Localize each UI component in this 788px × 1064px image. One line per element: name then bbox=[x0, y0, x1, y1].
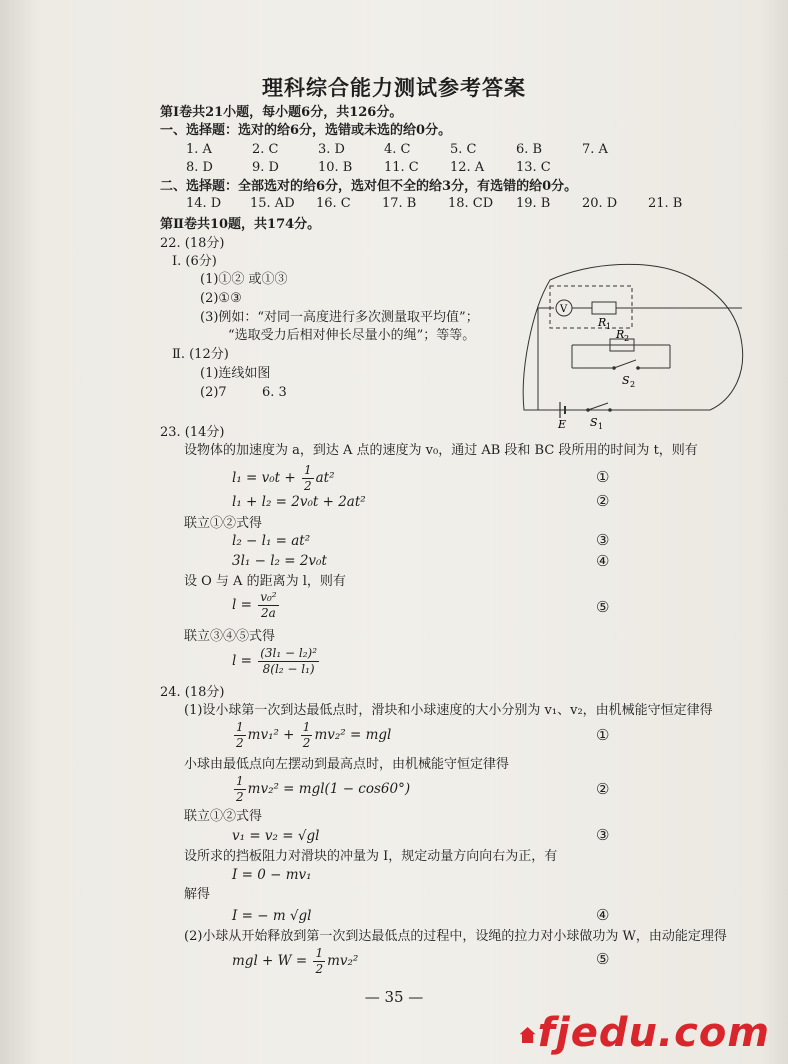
answer-1: 1. A bbox=[186, 142, 212, 157]
q24-text3: 设所求的挡板阻力对滑块的冲量为 I，规定动量方向向右为正，有 bbox=[184, 849, 558, 864]
q23-eq1: l₁ = v₀t + $\frac{1}{2}$ at² bbox=[232, 463, 335, 493]
q22-answer3b: “选取受力后相对伸长尽量小的绳”；等等。 bbox=[228, 328, 476, 343]
q23-eq4: 3l₁ − l₂ = 2v₀t bbox=[232, 553, 327, 569]
q24-eq1: $\frac{1}{2}$ mv₁² + $\frac{1}{2}$ mv₂² = mgl bbox=[236, 720, 392, 750]
answer-11: 11. C bbox=[384, 160, 419, 175]
q24-eq3: v₁ = v₂ = √gl bbox=[232, 828, 320, 844]
answer-10: 10. B bbox=[318, 160, 353, 175]
answer-5: 5. C bbox=[450, 142, 477, 157]
q22-b3: 6. 3 bbox=[262, 385, 287, 400]
q23-eq6: l = $\frac{\text{(3l₁ − l₂)²}}{\text{8(l₂ − l₁)}}$ bbox=[232, 646, 318, 676]
answer-3: 3. D bbox=[318, 142, 345, 157]
page-number: — 35 — bbox=[364, 988, 424, 1006]
answer-6: 6. B bbox=[516, 142, 543, 157]
section2-header: 二、选择题：全部选对的给6分，选对但不全的给3分，有选错的给0分。 bbox=[160, 179, 578, 194]
q23-eq3: l₂ − l₁ = at² bbox=[232, 533, 311, 549]
switch-s2-icon bbox=[614, 360, 636, 368]
q22-answer3: (3)例如：“对同一高度进行多次测量取平均值”； bbox=[200, 310, 479, 325]
answer-7: 7. A bbox=[582, 142, 608, 157]
q24-number: 24. (18分) bbox=[160, 685, 225, 700]
watermark-logo: fjedu.com bbox=[520, 1010, 770, 1056]
mark-24-2: ② bbox=[596, 780, 610, 798]
mark-24-1: ① bbox=[596, 726, 610, 744]
house-icon bbox=[520, 1027, 536, 1043]
resistor-r1-icon bbox=[592, 302, 616, 314]
q22-part1: Ⅰ. (6分) bbox=[172, 254, 217, 269]
section1-header: 一、选择题：选对的给6分，选错或未选的给0分。 bbox=[160, 123, 452, 138]
q24-eq5: I = − m √gl bbox=[232, 908, 312, 924]
answer-20: 20. D bbox=[582, 196, 618, 211]
q23-intro: 设物体的加速度为 a，到达 A 点的速度为 v₀，通过 AB 段和 BC 段所用的时间为 t，则有 bbox=[184, 443, 698, 458]
part1-header: 第Ⅰ卷共21小题，每小题6分，共126分。 bbox=[160, 105, 403, 120]
answer-2: 2. C bbox=[252, 142, 279, 157]
mark-24-5: ⑤ bbox=[596, 950, 610, 968]
q23-number: 23. (14分) bbox=[160, 425, 225, 440]
answer-14: 14. D bbox=[186, 196, 222, 211]
q24-text2: 小球由最低点向左摆动到最高点时，由机械能守恒定律得 bbox=[184, 757, 510, 772]
mark-4: ④ bbox=[596, 552, 610, 570]
mark-3: ③ bbox=[596, 531, 610, 549]
mark-2: ② bbox=[596, 492, 610, 510]
q23-eq2: l₁ + l₂ = 2v₀t + 2at² bbox=[232, 494, 366, 510]
q23-setup: 设 O 与 A 的距离为 l，则有 bbox=[184, 574, 346, 589]
q22-b2: (2)7 bbox=[200, 385, 227, 400]
mark-24-3: ③ bbox=[596, 826, 610, 844]
page-title: 理科综合能力测试参考答案 bbox=[262, 75, 526, 100]
q22-part2: Ⅱ. (12分) bbox=[172, 347, 229, 362]
r1-label: R bbox=[598, 316, 607, 329]
answer-19: 19. B bbox=[516, 196, 551, 211]
switch-s1-icon bbox=[588, 403, 608, 410]
circuit-diagram bbox=[510, 250, 750, 430]
q22-answer2: (2)①③ bbox=[200, 291, 242, 306]
q24-solve: 解得 bbox=[184, 887, 211, 902]
mark-1: ① bbox=[596, 468, 610, 486]
answer-17: 17. B bbox=[382, 196, 417, 211]
e-label: E bbox=[558, 418, 567, 430]
q24-eq4: I = 0 − mv₁ bbox=[232, 867, 312, 883]
q23-combine2: 联立③④⑤式得 bbox=[184, 629, 276, 644]
voltmeter-label: V bbox=[560, 304, 568, 315]
s1-label: S bbox=[590, 416, 598, 429]
answer-18: 18. CD bbox=[448, 196, 494, 211]
q23-combine1: 联立①②式得 bbox=[184, 516, 263, 531]
r2-sub: 2 bbox=[624, 334, 630, 343]
answer-4: 4. C bbox=[384, 142, 411, 157]
part2-header: 第Ⅱ卷共10题，共174分。 bbox=[160, 217, 321, 232]
q22-number: 22. (18分) bbox=[160, 236, 225, 251]
q24-combine: 联立①②式得 bbox=[184, 809, 263, 824]
answer-21: 21. B bbox=[648, 196, 683, 211]
answer-12: 12. A bbox=[450, 160, 485, 175]
s1-sub: 1 bbox=[598, 422, 604, 430]
s2-label: S bbox=[622, 374, 630, 387]
answer-9: 9. D bbox=[252, 160, 279, 175]
answer-8: 8. D bbox=[186, 160, 213, 175]
q22-answer1: (1)①② 或①③ bbox=[200, 272, 288, 287]
q24-part1: (1)设小球第一次到达最低点时，滑块和小球速度的大小分别为 v₁、v₂，由机械能守恒定律得 bbox=[184, 703, 713, 718]
answer-16: 16. C bbox=[316, 196, 351, 211]
q24-eq6: mgl + W = $\frac{1}{2}$ mv₂² bbox=[232, 946, 359, 976]
q23-eq5: l = $\frac{\text{v₀²}}{2a}$ bbox=[232, 590, 277, 620]
q22-b1: (1)连线如图 bbox=[200, 366, 271, 381]
mark-24-4: ④ bbox=[596, 906, 610, 924]
r1-sub: 1 bbox=[606, 322, 612, 331]
answer-15: 15. AD bbox=[250, 196, 295, 211]
q24-eq2: $\frac{1}{2}$ mv₂² = mgl(1 − cos60°) bbox=[236, 774, 411, 804]
r2-label: R bbox=[616, 328, 625, 341]
mark-5: ⑤ bbox=[596, 598, 610, 616]
s2-sub: 2 bbox=[630, 380, 636, 389]
q24-part2: (2)小球从开始释放到第一次到达最低点的过程中，设绳的拉力对小球做功为 W，由动能定理得 bbox=[184, 929, 727, 944]
answer-13: 13. C bbox=[516, 160, 551, 175]
